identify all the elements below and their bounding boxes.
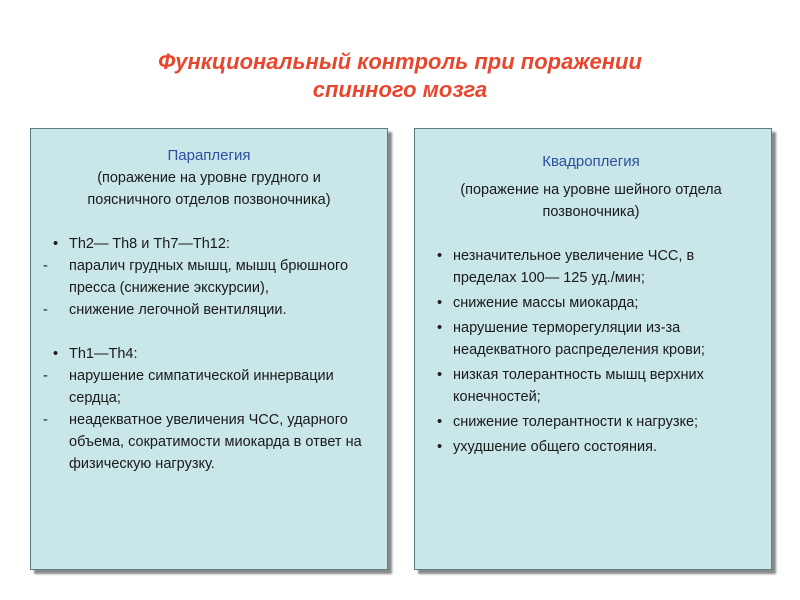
quadriplegia-panel (414, 128, 772, 570)
dash-marker: - (43, 302, 48, 318)
list-item-text: неадекватное увеличения ЧСС, ударного объема, сократимости миокарда в ответ на физическую нагрузку. (69, 412, 362, 472)
list-item (423, 317, 759, 361)
slide-title-line-2: спинного мозга (312, 77, 488, 102)
list-item-text: паралич грудных мышц, мышц брюшного пресса (снижение экскурсии), (69, 258, 349, 296)
th1-th4-label: Th1—Th4: (69, 346, 138, 362)
th1-th4-bullet (39, 343, 379, 365)
list-item-text: низкая толерантность мышц верхних конечностей; (453, 367, 704, 405)
list-item-text: незначительное увеличение ЧСС, в пределах 100— 125 уд./мин; (453, 248, 695, 286)
list-item-text: снижение толерантности к нагрузке; (453, 414, 699, 430)
quadriplegia-subtitle: (поражение на уровне шейного отдела позвоночника) (460, 182, 722, 220)
list-item (423, 292, 759, 314)
list-item-text: нарушение терморегуляции из-за неадекватного распределения крови; (453, 320, 705, 358)
bullet-marker: • (437, 439, 443, 455)
list-item (39, 299, 379, 321)
list-item (423, 364, 759, 408)
list-item (39, 409, 379, 475)
list-item (423, 245, 759, 289)
th2-th12-bullet (39, 233, 379, 255)
list-item (423, 411, 759, 433)
bullet-marker: • (437, 248, 443, 264)
slide-title (0, 48, 800, 104)
bullet-marker: • (437, 320, 443, 336)
quadriplegia-list (423, 245, 759, 458)
dash-marker: - (43, 412, 48, 428)
list-item-text: снижение легочной вентиляции. (69, 302, 287, 318)
dash-marker: - (43, 368, 48, 384)
dash-marker: - (43, 258, 48, 274)
paraplegia-panel (30, 128, 388, 570)
slide-title-line-1: Функциональный контроль при поражении (158, 49, 642, 74)
list-item-text: снижение массы миокарда; (453, 295, 639, 311)
list-item-text: нарушение симпатической иннервации сердца; (69, 368, 334, 406)
paraplegia-subtitle-line-2: поясничного отделов позвоночника) (87, 192, 331, 208)
bullet-marker: • (437, 367, 443, 383)
list-item (39, 255, 379, 299)
list-item (423, 436, 759, 458)
list-item-text: ухудшение общего состояния. (453, 439, 657, 455)
bullet-marker: • (53, 346, 59, 362)
bullet-marker: • (53, 236, 59, 252)
bullet-marker: • (437, 414, 443, 430)
quadriplegia-heading: Квадроплегия (542, 153, 640, 170)
list-item (39, 365, 379, 409)
paraplegia-subtitle-line-1: (поражение на уровне грудного и (97, 170, 321, 186)
th2-th12-label: Th2— Th8 и Th7—Th12: (69, 236, 230, 252)
bullet-marker: • (437, 295, 443, 311)
paraplegia-heading: Параплегия (167, 147, 251, 164)
